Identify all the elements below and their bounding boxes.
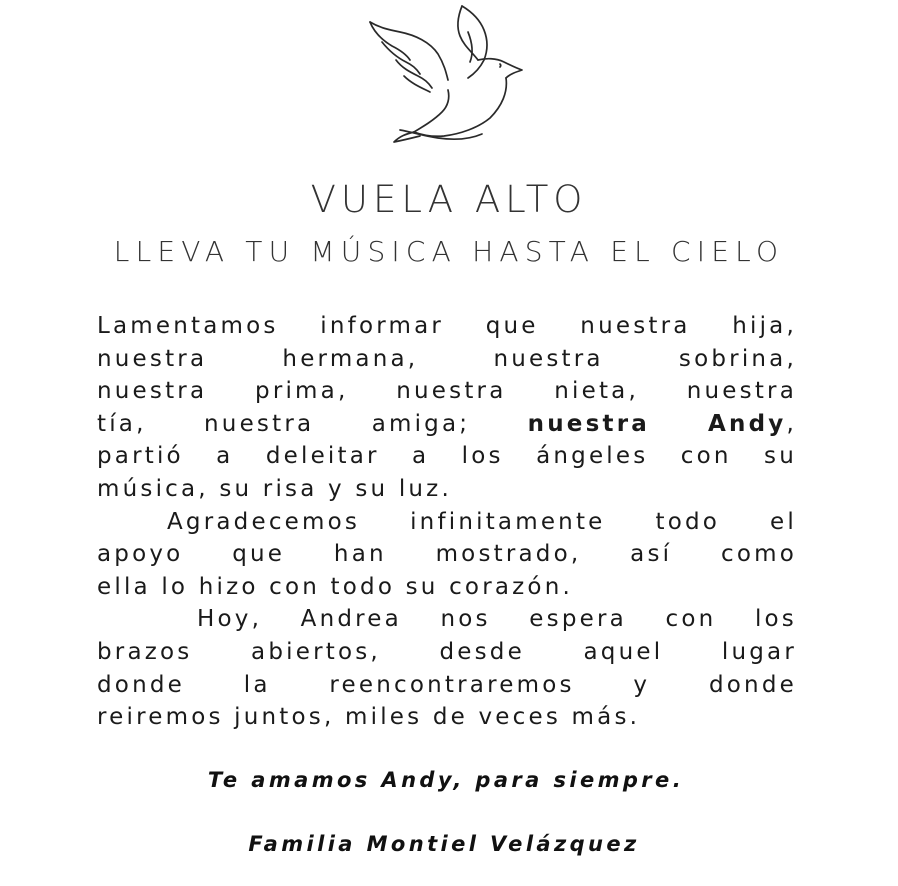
dove-icon [360, 2, 540, 150]
message-line [97, 408, 797, 441]
message-line: Hoy, Andrea nos espera con los [197, 606, 797, 633]
message-line: música, su risa y su luz. [97, 475, 452, 502]
message-segment: , [786, 410, 798, 437]
message-line: reiremos juntos, miles de veces más. [97, 704, 641, 731]
page-title: VUELA ALTO [310, 178, 588, 221]
page-subtitle: LLEVA TU MÚSICA HASTA EL CIELO [113, 235, 785, 268]
message-line: nuestra prima, nuestra nieta, nuestra [97, 378, 797, 405]
message-line: donde la reencontraremos y donde [97, 671, 797, 698]
message-line: apoyo que han mostrado, así como [97, 541, 797, 568]
message-line: ella lo hizo con todo su corazón. [97, 573, 573, 600]
message-line: partió a deleitar a los ángeles con su [97, 443, 797, 470]
message-line: Lamentamos informar que nuestra hija, [97, 313, 797, 339]
message-line: brazos abiertos, desde aquel lugar [97, 638, 797, 665]
family-signature: Familia Montiel Velázquez [248, 832, 640, 856]
message-line: nuestra hermana, nuestra sobrina, [97, 345, 797, 372]
condolence-message [97, 310, 797, 734]
message-segment: tía, nuestra amiga; [97, 410, 528, 437]
highlighted-name: nuestra Andy [527, 410, 787, 437]
love-line: Te amamos Andy, para siempre. [207, 768, 685, 792]
message-line: Agradecemos infinitamente todo el [167, 508, 797, 535]
